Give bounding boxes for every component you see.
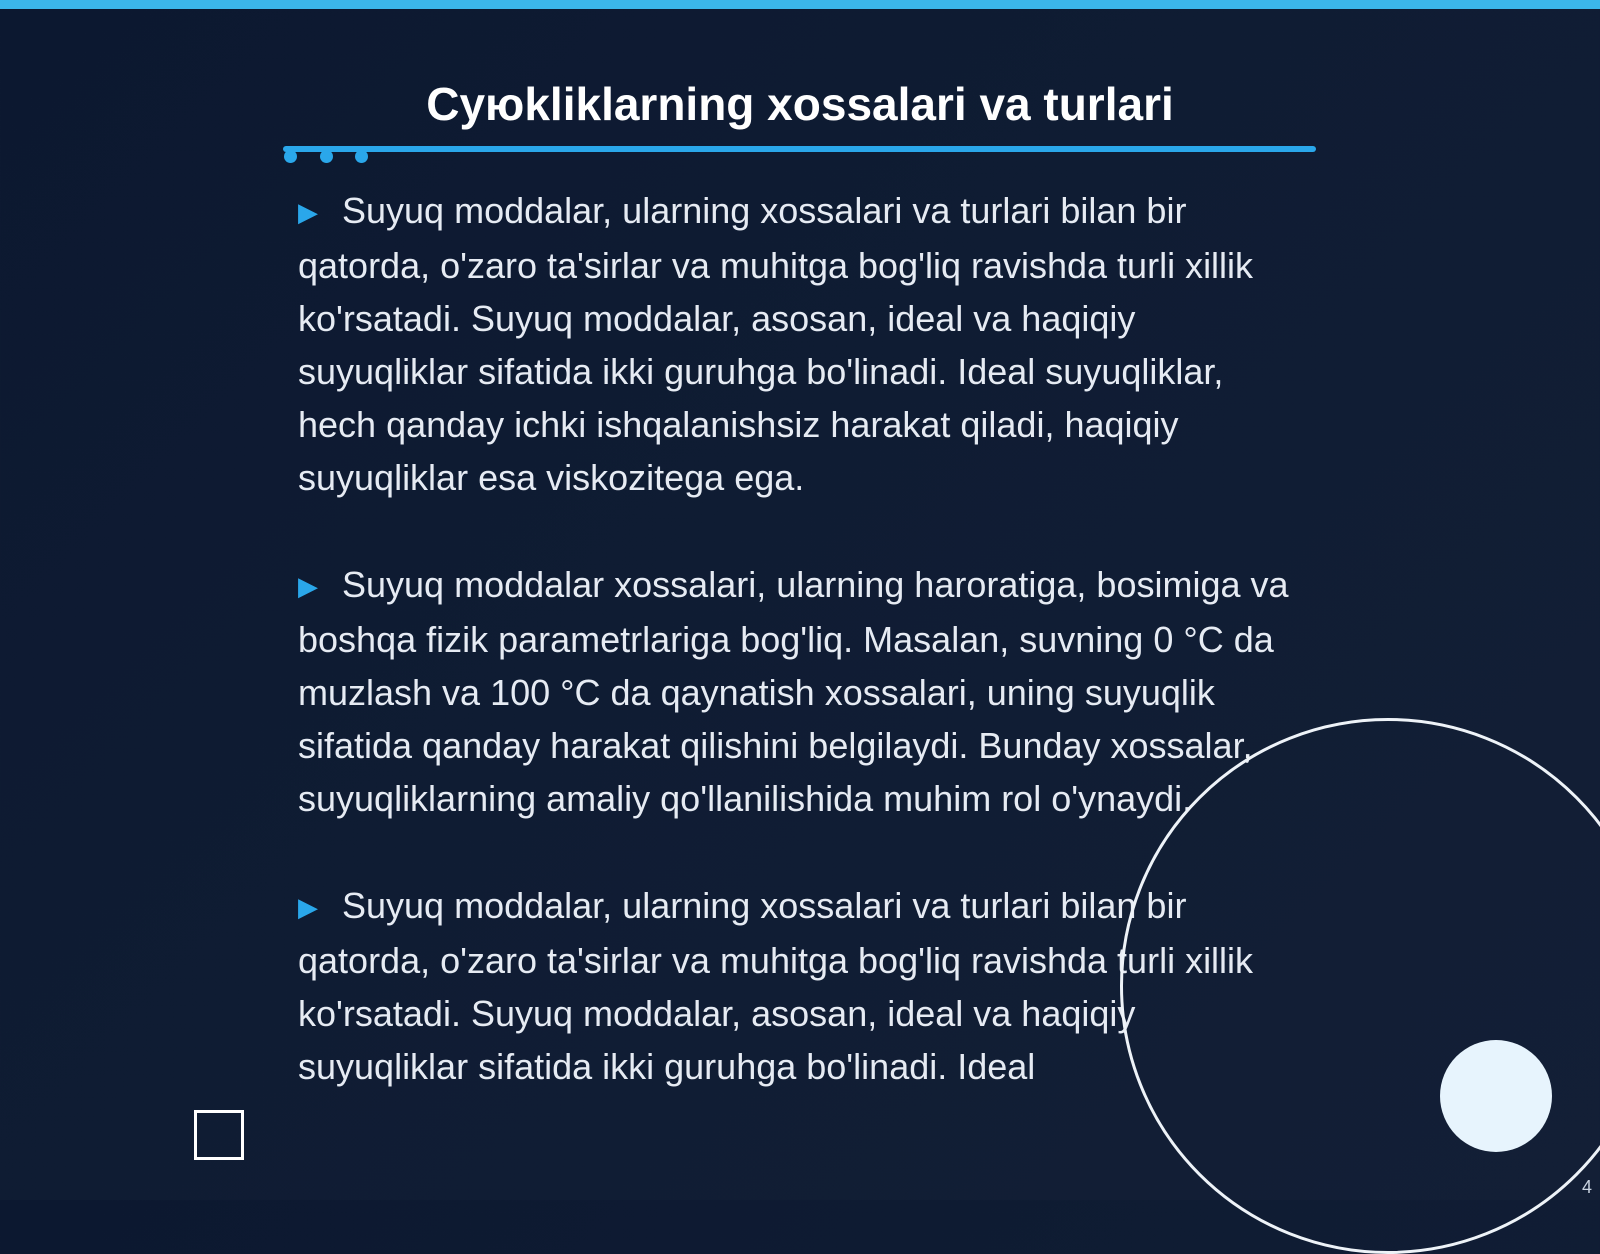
bullet-paragraph — [298, 558, 1308, 825]
bullet-triangle-icon: ▶ — [298, 571, 318, 601]
paragraph-text: Suyuq moddalar, ularning xossalari va turlari bilan bir qatorda, o'zaro ta'sirlar va muhitga bog'liq ravishda turli xillik ko'rsatadi. Suyuq moddalar, asosan, ideal va haqiqiy suyuqliklar sifatida ikki guruhga bo'linadi. Ideal suyuqliklar, hech qanday ichki ishqalanishsiz harakat qiladi, haqiqiy suyuqliklar esa viskozitega ega. — [298, 190, 1254, 498]
top-accent-bar — [0, 0, 1600, 9]
title-underline — [283, 146, 1316, 152]
bullet-triangle-icon: ▶ — [298, 892, 318, 922]
slide-title: Суюkliklarning xossalari va turlari — [426, 78, 1174, 130]
decorative-circle-filled — [1440, 1040, 1552, 1152]
decorative-dot — [284, 150, 297, 163]
decorative-square — [194, 1110, 244, 1160]
bullet-paragraph — [298, 184, 1308, 504]
page-number: 4 — [1581, 1177, 1592, 1197]
decorative-dot — [320, 150, 333, 163]
bullet-triangle-icon: ▶ — [298, 197, 318, 227]
paragraph-text: Suyuq moddalar, ularning xossalari va turlari bilan bir qatorda, o'zaro ta'sirlar va muhitga bog'liq ravishda turli xillik ko'rsatadi. Suyuq moddalar, asosan, ideal va haqiqiy suyuqliklar sifatida ikki guruhga bo'linadi. Ideal — [298, 885, 1254, 1087]
decorative-dot — [355, 150, 368, 163]
paragraph-text: Suyuq moddalar xossalari, ularning haroratiga, bosimiga va boshqa fizik parametrlariga bog'liq. Masalan, suvning 0 °C da muzlash va 100 °C da qaynatish xossalari, uning suyuqlik sifatida qanday harakat qilishini belgilaydi. Bunday xossalar, suyuqliklarning amaliy qo'llanilishida muhim rol o'ynaydi. — [298, 564, 1289, 819]
